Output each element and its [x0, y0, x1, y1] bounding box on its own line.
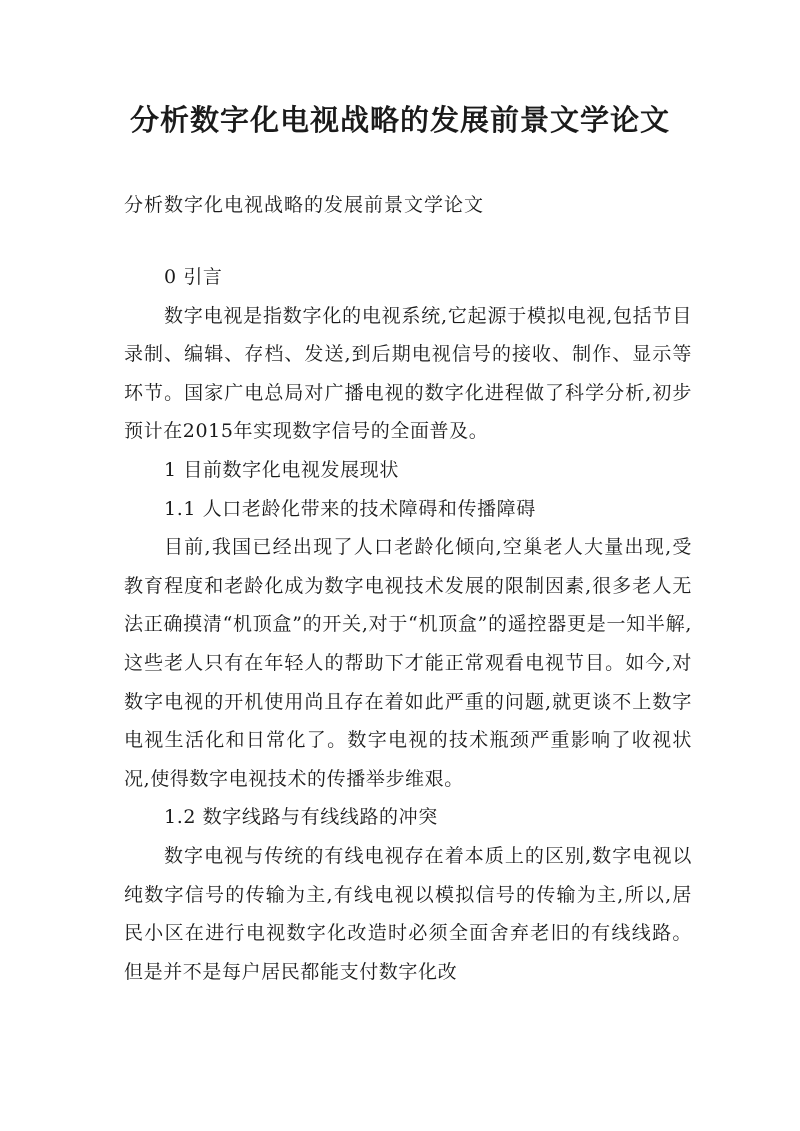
intro-heading: 0 引言	[164, 266, 223, 288]
document-title: 分析数字化电视战略的发展前景文学论文	[129, 103, 670, 137]
section-heading-1: 1 目前数字化电视发展现状	[164, 458, 399, 481]
section-heading-1-1: 1.1 人口老龄化带来的技术障碍和传播障碍	[164, 497, 536, 520]
document-body	[124, 258, 692, 991]
document-subtitle: 分析数字化电视战略的发展前景文学论文	[124, 194, 485, 216]
intro-paragraph: 数字电视是指数字化的电视系统,它起源于模拟电视,包括节目录制、编辑、存档、发送,到后期电视信号的接收、制作、显示等环节。国家广电总局对广播电视的数字化进程做了科学分析,初步预计在2015年实现数字信号的全面普及。	[124, 304, 692, 443]
section-heading-1-2: 1.2 数字线路与有线线路的冲突	[164, 806, 438, 829]
section-paragraph-1-2: 数字电视与传统的有线电视存在着本质上的区别,数字电视以纯数字信号的传输为主,有线电视以模拟信号的传输为主,所以,居民小区在进行电视数字化改造时必须全面舍弃老旧的有线线路。但是并不是每户居民都能支付数字化改	[124, 844, 692, 983]
section-paragraph-1-1: 目前,我国已经出现了人口老龄化倾向,空巢老人大量出现,受教育程度和老龄化成为数字电视技术发展的限制因素,很多老人无法正确摸清“机顶盒”的开关,对于“机顶盒”的遥控器更是一知半解,这些老人只有在年轻人的帮助下才能正常观看电视节目。如今,对数字电视的开机使用尚且存在着如此严重的问题,就更谈不上数字电视生活化和日常化了。数字电视的技术瓶颈严重影响了收视状况,使得数字电视技术的传播举步维艰。	[124, 536, 692, 790]
